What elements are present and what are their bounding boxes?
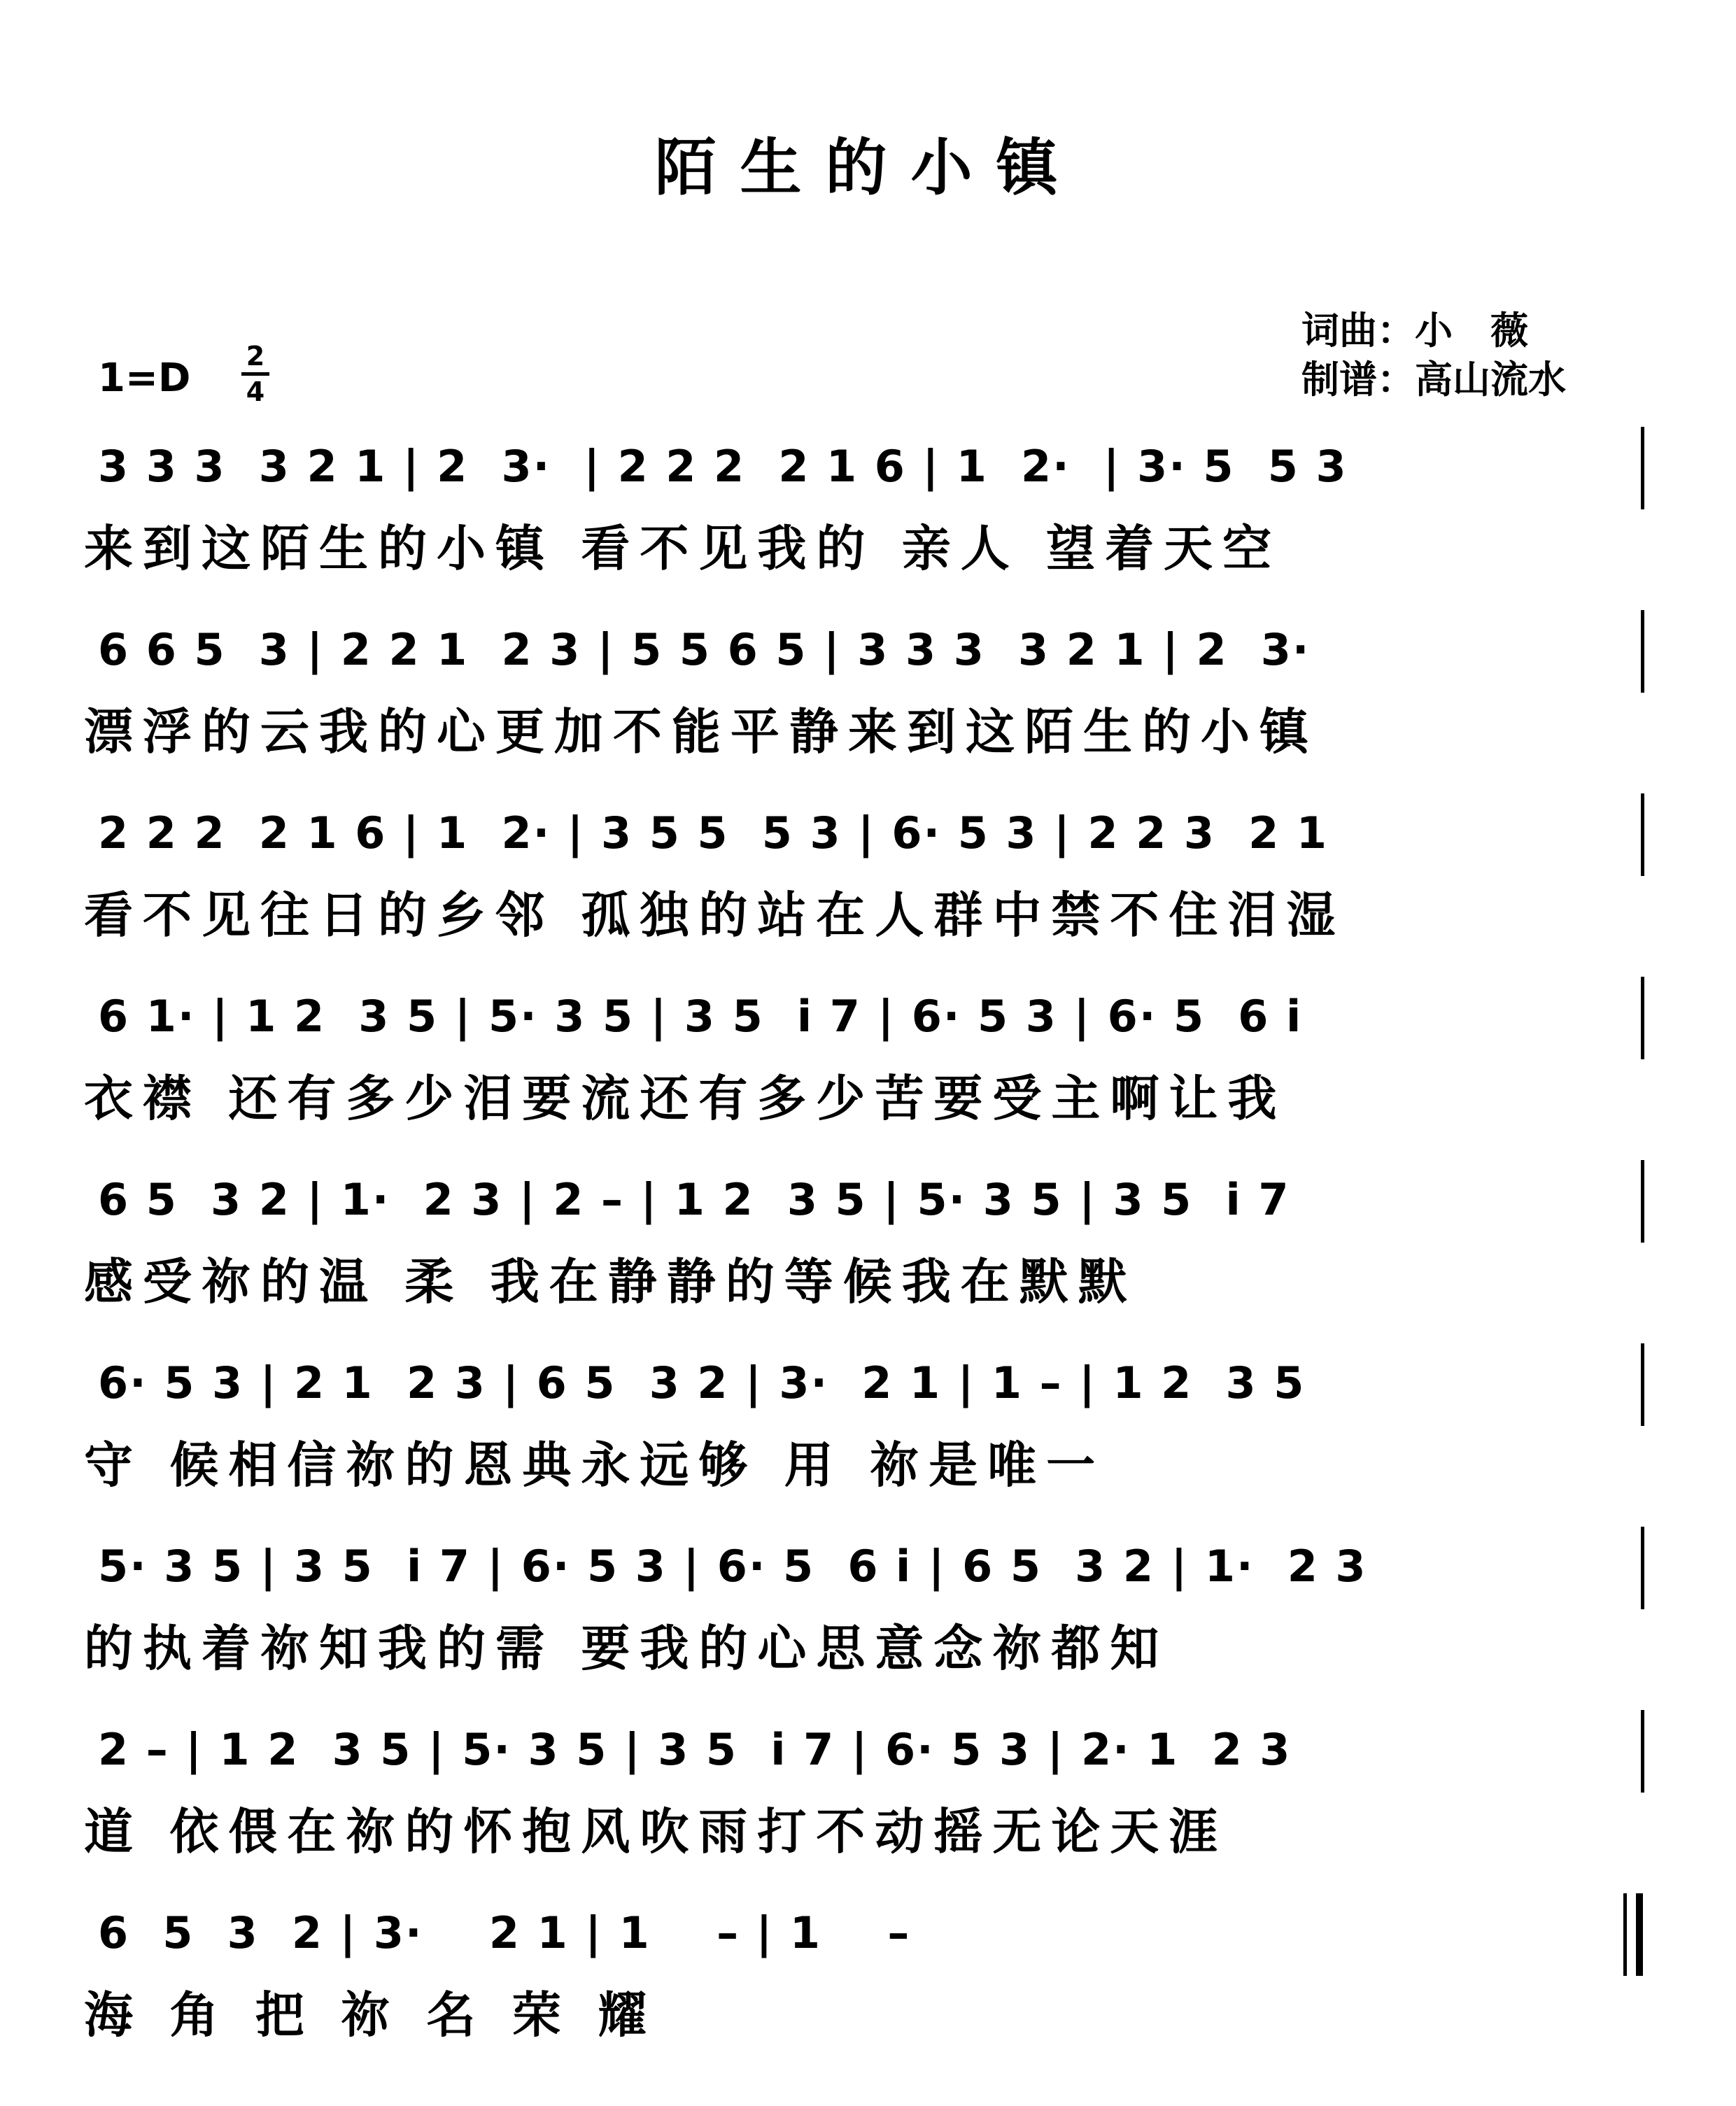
- lyrics-line: 来到这陌生的小镇 看不见我的 亲人 望着天空: [84, 520, 1282, 577]
- lyrics-line: 感受祢的温 柔 我在静静的等候我在默默: [84, 1253, 1137, 1310]
- system-notes: [84, 427, 1648, 511]
- notes-line: 2 2 2 2 1 6 | 1 2· | 3 5 5 5 3 | 6· 5 3 | 2 2 3 2 1: [98, 807, 1328, 858]
- end-barline: [1641, 1343, 1644, 1426]
- notes-line: 2 – | 1 2 3 5 | 5· 3 5 | 3 5 i 7 | 6· 5 3 | 2· 1 2 3: [98, 1724, 1292, 1775]
- words-music-name: 小 薇: [1415, 309, 1528, 353]
- notes-line: 5· 3 5 | 3 5 i 7 | 6· 5 3 | 6· 5 6 i | 6 5 3 2 | 1· 2 3: [98, 1541, 1367, 1592]
- lyrics-line: 道 依偎在祢的怀抱风吹雨打不动摇无论天涯: [84, 1803, 1228, 1860]
- lyrics-line: 漂浮的云我的心更加不能平静来到这陌生的小镇: [84, 703, 1318, 761]
- end-barline: [1641, 427, 1644, 509]
- time-signature-top: 2: [246, 341, 265, 372]
- words-music-label: 词曲：: [1301, 309, 1415, 353]
- end-barline: [1641, 610, 1644, 693]
- system-notes: [84, 1160, 1648, 1244]
- system-notes: [84, 1343, 1648, 1427]
- system-notes: [84, 1710, 1648, 1794]
- lyrics-line: 的执着祢知我的需 要我的心思意念祢都知: [84, 1620, 1169, 1677]
- key-signature: 1=D: [98, 355, 191, 401]
- lyrics-line: 衣襟 还有多少泪要流还有多少苦要受主啊让我: [84, 1070, 1287, 1127]
- score-name: 高山流水: [1415, 358, 1566, 402]
- system-notes: [84, 610, 1648, 694]
- end-barline: [1641, 793, 1644, 876]
- lyrics-line: 海 角 把 祢 名 荣 耀: [84, 1986, 657, 2044]
- system-2: [84, 610, 1648, 778]
- system-1: [84, 427, 1648, 595]
- system-4: [84, 977, 1648, 1145]
- notes-line: 6 5 3 2 | 3· 2 1 | 1 – | 1 –: [98, 1907, 911, 1958]
- end-barline: [1641, 1160, 1644, 1243]
- time-signature-bottom: 4: [246, 376, 265, 407]
- lyrics-line: 守 候相信祢的恩典永远够 用 祢是唯一: [84, 1436, 1106, 1494]
- song-title: 陌生的小镇: [654, 132, 1082, 204]
- lyrics-line: 看不见往日的乡邻 孤独的站在人群中禁不住泪湿: [84, 886, 1346, 944]
- system-notes: [84, 1893, 1648, 1977]
- notes-line: 6 6 5 3 | 2 2 1 2 3 | 5 5 6 5 | 3 3 3 3 2 1 | 2 3·: [98, 624, 1311, 675]
- system-notes: [84, 1527, 1648, 1611]
- final-barline-thick: [1636, 1893, 1643, 1976]
- notes-line: 6 5 3 2 | 1· 2 3 | 2 – | 1 2 3 5 | 5· 3 5 | 3 5 i 7: [98, 1174, 1290, 1225]
- notes-line: 6· 5 3 | 2 1 2 3 | 6 5 3 2 | 3· 2 1 | 1 – | 1 2 3 5: [98, 1357, 1306, 1408]
- system-5: [84, 1160, 1648, 1328]
- notes-line: 3 3 3 3 2 1 | 2 3· | 2 2 2 2 1 6 | 1 2· | 3· 5 5 3: [98, 441, 1348, 492]
- system-6: [84, 1343, 1648, 1511]
- system-8: [84, 1710, 1648, 1878]
- notes-line: 6 1· | 1 2 3 5 | 5· 3 5 | 3 5 i 7 | 6· 5 3 | 6· 5 6 i: [98, 991, 1303, 1042]
- end-barline: [1641, 1527, 1644, 1609]
- score-label: 制谱：: [1301, 358, 1415, 402]
- end-barline: [1641, 1710, 1644, 1793]
- final-barline-thin: [1623, 1893, 1627, 1976]
- system-notes: [84, 977, 1648, 1061]
- system-3: [84, 793, 1648, 961]
- system-9: [84, 1893, 1648, 2061]
- system-7: [84, 1527, 1648, 1695]
- end-barline: [1641, 977, 1644, 1059]
- system-notes: [84, 793, 1648, 877]
